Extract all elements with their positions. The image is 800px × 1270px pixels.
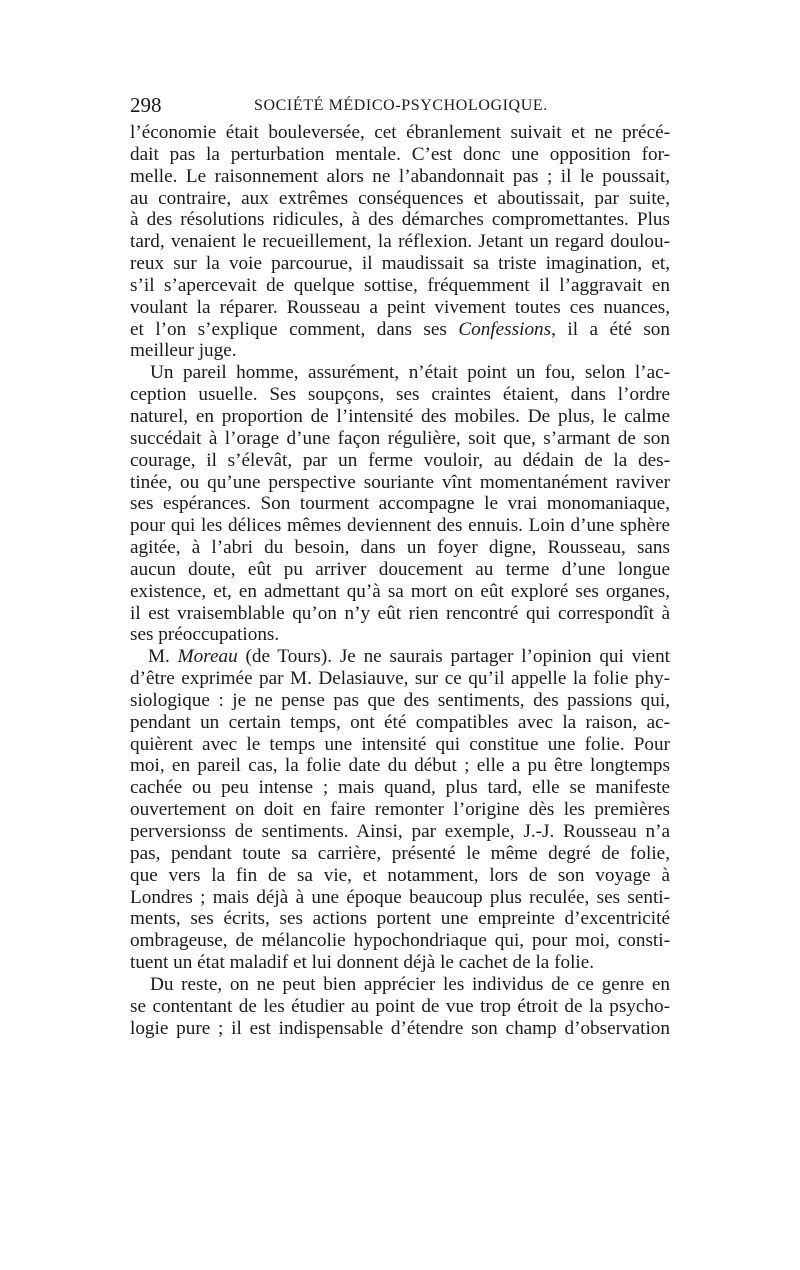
text-line: succédait à l’orage d’une façon régulière, soit que, s’armant de son xyxy=(130,427,670,449)
speaker-name: Moreau xyxy=(177,646,238,668)
text-segment: (de Tours). Je ne saurais partager l’opinion qui vient xyxy=(237,646,670,668)
text-line: meilleur juge. xyxy=(130,340,237,362)
text-line: l’économie était bouleversée, cet ébranlement suivait et ne précé- xyxy=(130,122,670,143)
text-segment: et l’on s’explique comment, dans ses xyxy=(130,318,459,340)
text-line: ombrageuse, de mélancolie hypochondriaque qui, pour moi, consti- xyxy=(130,930,670,952)
text-line: Du reste, on ne peut bien apprécier les individus de ce genre en xyxy=(150,973,670,995)
paragraph-4 xyxy=(130,974,670,1040)
speaker-prefix: M. xyxy=(148,646,178,668)
book-title: Confessions xyxy=(458,318,552,340)
text-line: ception usuelle. Ses soupçons, ses craintes étaient, dans l’ordre xyxy=(130,384,670,406)
text-line: quièrent avec le temps une intensité qui constitue une folie. Pour xyxy=(130,733,670,755)
text-line: naturel, en proportion de l’intensité des mobiles. De plus, le calme xyxy=(130,405,670,427)
text-line: agitée, à l’abri du besoin, dans un foyer digne, Rousseau, sans xyxy=(130,537,670,559)
page-header xyxy=(130,92,670,118)
text-line: Un pareil homme, assurément, n’était point un fou, selon l’ac- xyxy=(150,362,670,384)
paragraph-3 xyxy=(130,646,670,974)
text-line: reux sur la voie parcourue, il maudissait sa triste imagination, et, xyxy=(130,253,670,275)
text-line: tard, venaient le recueillement, la réflexion. Jetant un regard doulou- xyxy=(130,231,670,253)
text-line: au contraire, aux extrêmes conséquences et aboutissait, par suite, xyxy=(130,187,670,209)
page-number: 298 xyxy=(130,93,162,117)
text-line: cachée ou peu intense ; mais quand, plus tard, elle se manifeste xyxy=(130,777,670,799)
text-line: d’être exprimée par M. Delasiauve, sur ce qu’il appelle la folie phy- xyxy=(130,668,670,690)
text-line: aucun doute, eût pu arriver doucement au terme d’une longue xyxy=(130,558,670,580)
text-line: pas, pendant toute sa carrière, présenté le même degré de folie, xyxy=(130,842,670,864)
paragraph-1 xyxy=(130,122,670,362)
text-line: tinée, ou qu’une perspective souriante vînt momentanément raviver xyxy=(130,471,670,493)
text-line: melle. Le raisonnement alors ne l’abandonnait pas ; il le poussait, xyxy=(130,165,670,187)
text-line: s’il s’apercevait de quelque sottise, fréquemment il l’aggravait en xyxy=(130,274,670,296)
text-line: perversionss de sentiments. Ainsi, par exemple, J.-J. Rousseau n’a xyxy=(130,821,670,842)
text-line: dait pas la perturbation mentale. C’est donc une opposition for- xyxy=(130,143,670,165)
text-line: se contentant de les étudier au point de vue trop étroit de la psycho- xyxy=(130,995,670,1017)
text-line: courage, il s’élevât, par un ferme vouloir, au dédain de la des- xyxy=(130,449,670,471)
text-line: pendant un certain temps, ont été compatibles avec la raison, ac- xyxy=(130,711,670,733)
body-text xyxy=(130,122,670,1039)
text-segment: , il a été son xyxy=(551,318,670,340)
paragraph-2 xyxy=(130,362,670,646)
text-line: à des résolutions ridicules, à des démarches compromettantes. Plus xyxy=(130,209,670,231)
text-line: ments, ses écrits, ses actions portent une empreinte d’excentricité xyxy=(130,908,670,930)
text-line: Londres ; mais déjà à une époque beaucoup plus reculée, ses senti- xyxy=(130,886,670,908)
running-head: SOCIÉTÉ MÉDICO-PSYCHOLOGIQUE. xyxy=(254,97,548,114)
speaker-line xyxy=(130,646,670,668)
text-line: ses préoccupations. xyxy=(130,624,280,646)
text-line: il est vraisemblable qu’on n’y eût rien rencontré qui correspondît à xyxy=(130,602,670,624)
text-line: ses espérances. Son tourment accompagne le vrai monomaniaque, xyxy=(130,493,670,515)
text-line-with-title xyxy=(130,319,670,341)
text-line: existence, et, en admettant qu’à sa mort on eût exploré ses organes, xyxy=(130,580,670,602)
text-line: que vers la fin de sa vie, et notamment, lors de son voyage à xyxy=(130,864,670,886)
text-line: voulant la réparer. Rousseau a peint vivement toutes ces nuances, xyxy=(130,296,670,318)
text-line: moi, en pareil cas, la folie date du début ; elle a pu être longtemps xyxy=(130,755,670,777)
text-line: tuent un état maladif et lui donnent déjà le cachet de la folie. xyxy=(130,952,595,974)
text-line: ouvertement on doit en faire remonter l’origine dès les premières xyxy=(130,799,670,821)
text-line: pour qui les délices mêmes deviennent des ennuis. Loin d’une sphère xyxy=(130,515,670,537)
text-line: logie pure ; il est indispensable d’étendre son champ d’observation xyxy=(130,1017,670,1039)
text-line: siologique : je ne pense pas que des sentiments, des passions qui, xyxy=(130,689,670,711)
